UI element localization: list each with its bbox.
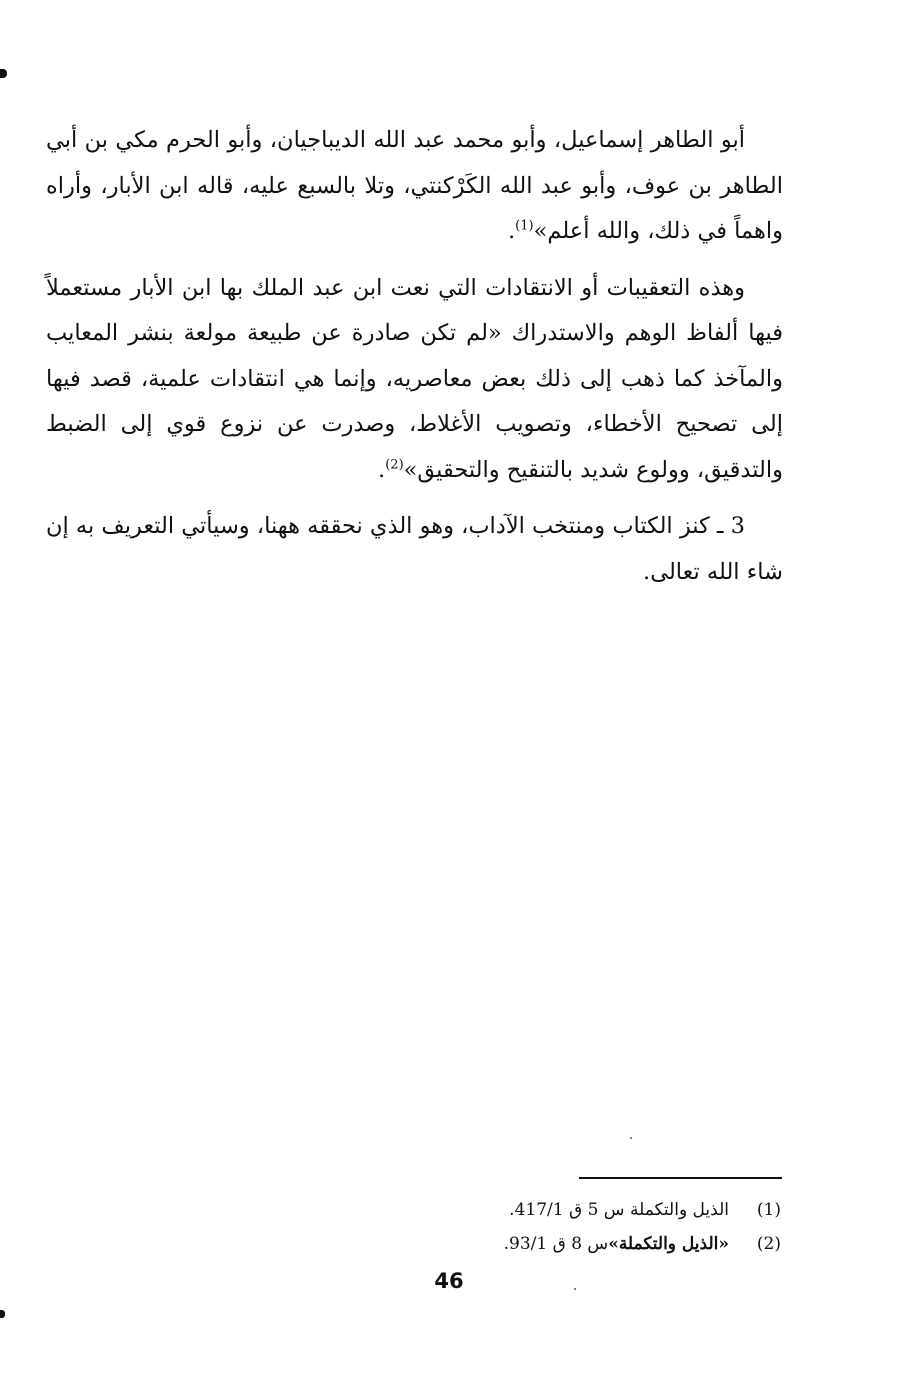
- footnote-item: [361, 1193, 781, 1227]
- footnote-separator: [579, 1177, 782, 1179]
- paragraph: [46, 504, 783, 595]
- footnotes: [361, 1193, 781, 1261]
- footnote-reference[interactable]: (1): [515, 218, 534, 234]
- footnote-number: (1): [756, 1200, 781, 1220]
- paragraph-end: .: [378, 456, 386, 483]
- footnote-text: الذيل والتكملة س 5 ق 417/1.: [509, 1200, 729, 1220]
- paragraph-text: 3 ـ كنز الكتاب ومنتخب الآداب، وهو الذي نحققه ههنا، وسيأتي التعريف به إن شاء الله تعالى.: [46, 513, 783, 585]
- paragraph-text: أبو الطاهر إسماعيل، وأبو محمد عبد الله الديباجيان، وأبو الحرم مكي بن أبي الطاهر بن عوف، وأبو عبد الله الكَرْكنتي، وتلا بالسبع عليه، قاله ابن الأبار، وأراه واهماً في ذلك، والله أعلم»: [46, 127, 783, 244]
- footnote-item: [361, 1227, 781, 1261]
- footnote-reference[interactable]: (2): [385, 457, 404, 472]
- paragraph: [46, 118, 783, 255]
- paragraph-end: .: [507, 218, 516, 244]
- paragraph-text: وهذه التعقيبات أو الانتقادات التي نعت ابن عبد الملك بها ابن الأبار مستعملاً فيها ألفاظ الوهم والاستدراك «لم تكن صادرة عن طبيعة مولعة بنشر المعايب والمآخذ كما ذهب إلى ذلك بعض معاصريه، وإنما هي انتقادات علمية، قصد فيها إلى تصحيح الأخطاء، وتصويب الأغلاط، وصدرت عن نزوع قوي إلى الضبط والتدقيق، وولوع شديد بالتنقيح والتحقيق»: [46, 274, 783, 483]
- scan-edge-mark: [0, 1310, 5, 1318]
- footnote-number: (2): [756, 1234, 781, 1254]
- main-text: [46, 118, 783, 606]
- scan-edge-mark: [0, 69, 7, 78]
- footnote-source-title: «الذيل والتكملة»: [608, 1234, 729, 1254]
- scan-speck: [630, 1137, 632, 1139]
- page-number: 46: [434, 1269, 464, 1293]
- footnote-text: س 8 ق 93/1.: [503, 1234, 609, 1254]
- paragraph: [46, 266, 783, 494]
